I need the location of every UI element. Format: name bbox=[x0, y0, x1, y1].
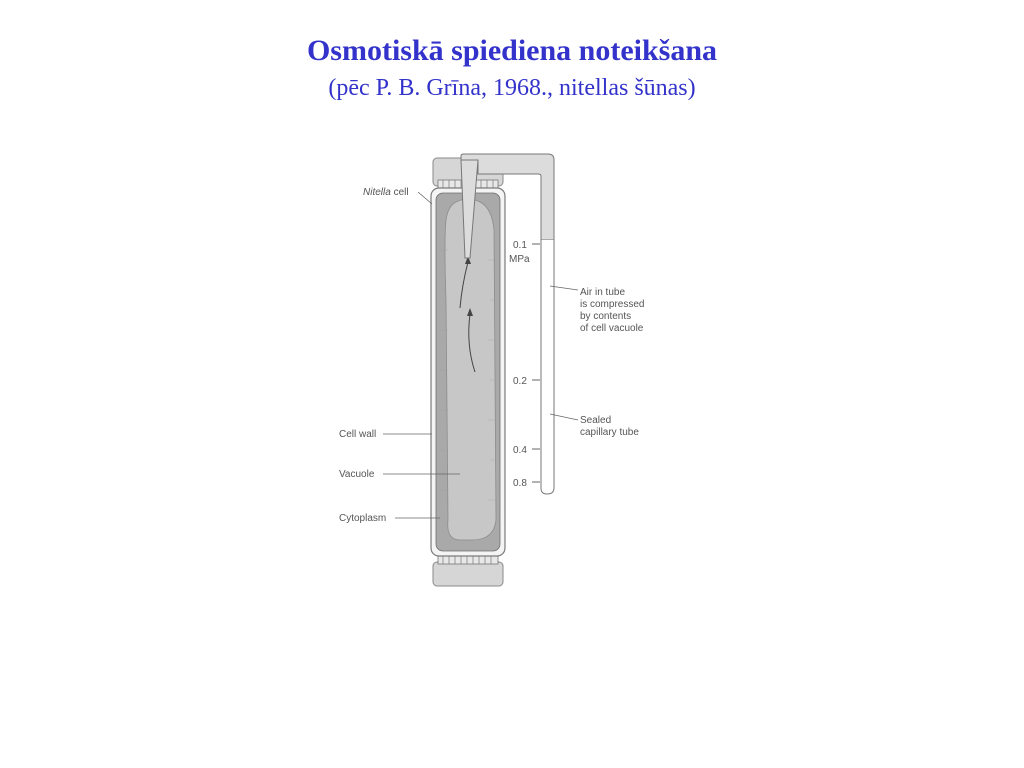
lower-neighbor-cell bbox=[433, 562, 503, 586]
scale-unit-label: MPa bbox=[509, 254, 530, 265]
sealed-capillary-tube-label: Sealed capillary tube bbox=[580, 415, 639, 438]
scale-tick-label: 0.8 bbox=[513, 478, 527, 489]
nitella-cell-label: Nitella cell bbox=[363, 187, 409, 198]
vacuole-label: Vacuole bbox=[339, 469, 375, 480]
air-in-tube-label: Air in tube is compressed by contents of cell vacuole bbox=[580, 287, 645, 334]
sealed-capillary-tube bbox=[541, 240, 554, 494]
scale-tick-label: 0.1 bbox=[513, 240, 527, 251]
slide-subtitle: (pēc P. B. Grīna, 1968., nitellas šūnas) bbox=[328, 75, 696, 101]
cell-wall-label: Cell wall bbox=[339, 429, 377, 440]
scale-tick-label: 0.4 bbox=[513, 445, 527, 456]
cytoplasm-label: Cytoplasm bbox=[339, 513, 387, 524]
scale-tick-label: 0.2 bbox=[513, 376, 527, 387]
slide-title: Osmotiskā spiediena noteikšana bbox=[306, 34, 718, 67]
pressure-scale-ticks bbox=[532, 244, 540, 482]
